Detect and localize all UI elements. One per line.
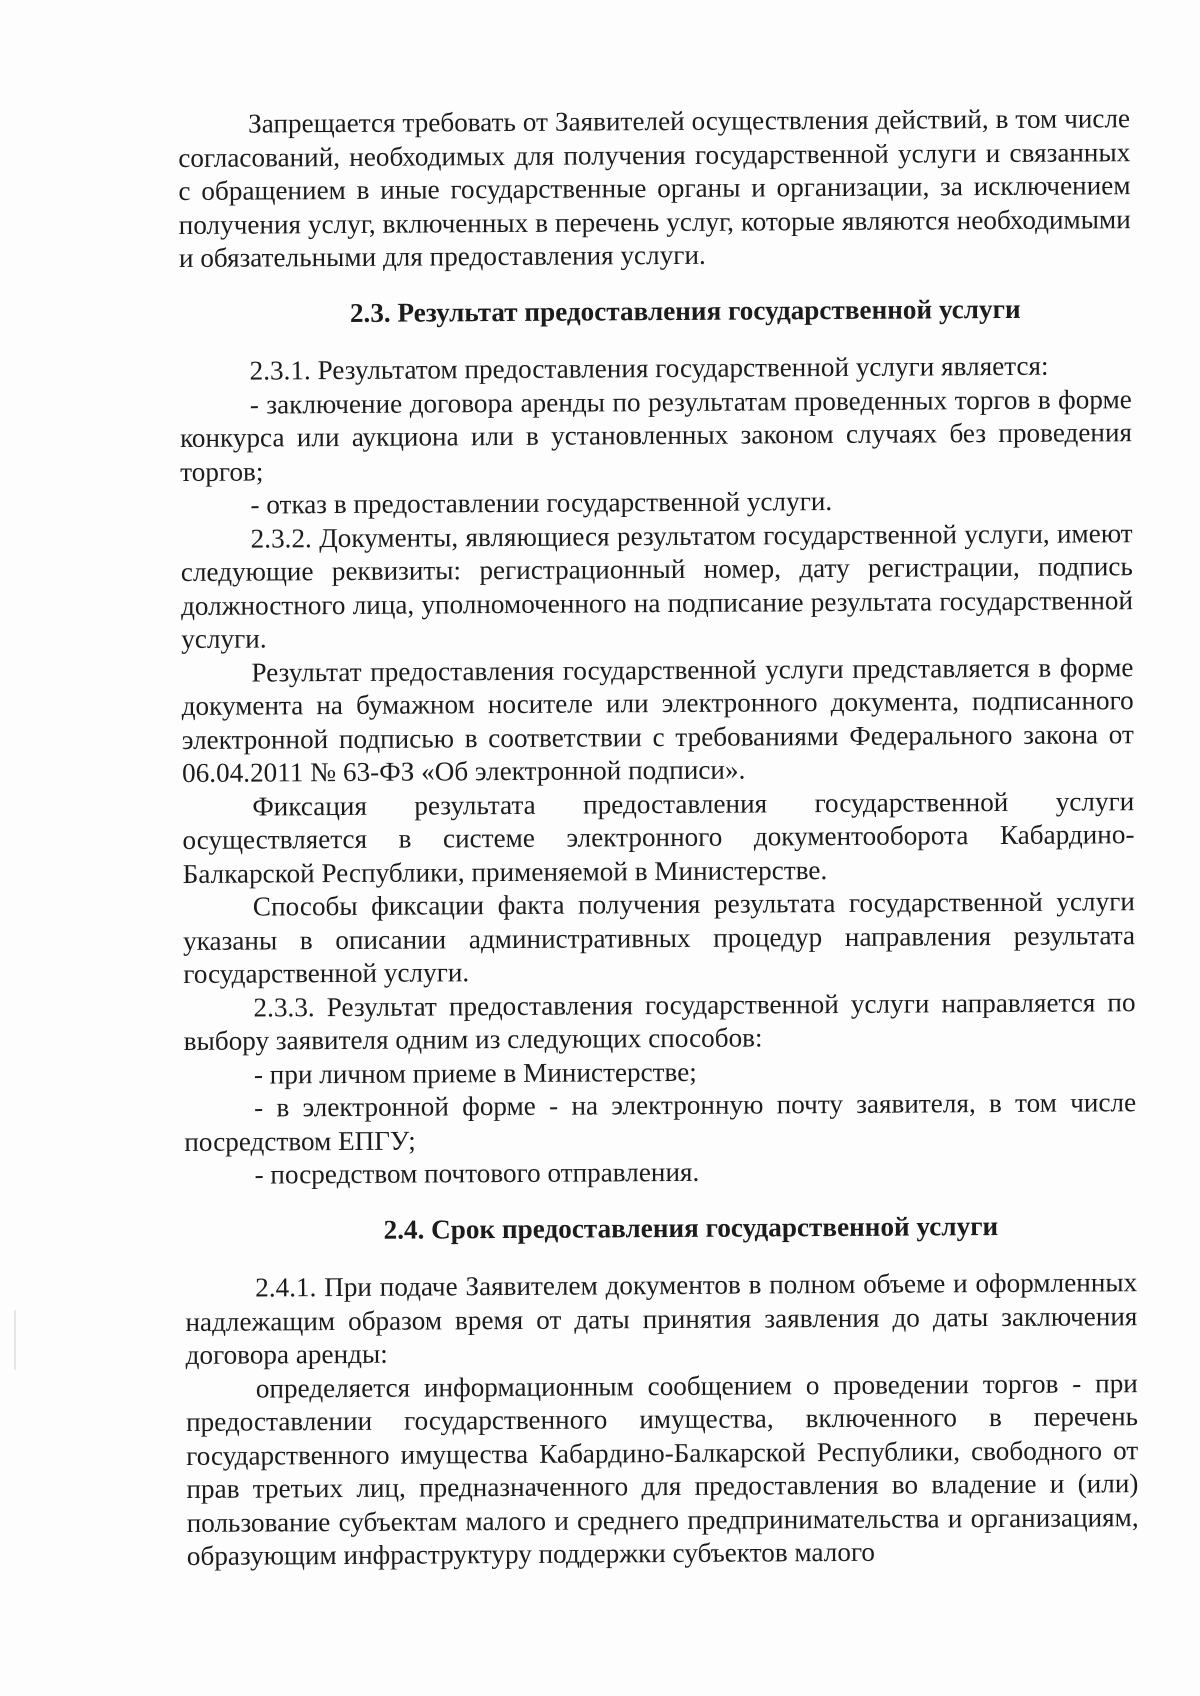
- paragraph-prohibition: Запрещается требовать от Заявителей осуществления действий, в том числе согласований, необходимых для получения государственной услуги и связанных с обращением в иные государственные органы и организации, за исключением получения услуг, включенных в перечень услуг, которые являются необходимыми и обязательными для предоставления услуги.: [178, 103, 1131, 273]
- paragraph-2-4-1: 2.4.1. При подаче Заявителем документов в полном объеме и оформленных надлежащим образом время от даты принятия заявления до даты заключения договора аренды:: [185, 1267, 1138, 1370]
- paragraph-determination: определяется информационным сообщением о проведении торгов - при предоставлении государственного имущества, включенного в перечень государственного имущества Кабардино-Балкарской Республики, свободного от прав третьих лиц, предназначенного для предоставления во владение и (или) пользование субъектам малого и среднего предпринимательства и организациям, образующим инфраструктуру поддержки субъектов малого: [185, 1367, 1139, 1571]
- paragraph-fixation-methods: Способы фиксации факта получения результата государственной услуги указаны в описании административных процедур направления результата государственной услуги.: [182, 886, 1136, 989]
- document-body: [178, 102, 1139, 1573]
- list-item-refusal: - отказ в предоставлении государственной услуги.: [250, 486, 833, 520]
- paragraph-result-fixation: Фиксация результата предоставления государственной услуги осуществляется в системе электронного документооборота Кабардино-Балкарской Республики, применяемой в Министерстве.: [182, 785, 1135, 889]
- scan-edge-mark: [14, 1310, 16, 1370]
- paragraph-2-3-2: 2.3.2. Документы, являющиеся результатом государственной услуги, имеют следующие реквизиты: регистрационный номер, дату регистрации, подпись должностного лица, уполномоченного на подписание результата государственной услуги.: [180, 517, 1134, 654]
- paragraph-2-3-3: 2.3.3. Результат предоставления государственной услуги направляется по выбору заявителя одним из следующих способов:: [183, 986, 1136, 1056]
- paragraph-2-3-1: 2.3.1. Результатом предоставления государственной услуги является:: [249, 350, 1049, 386]
- section-heading-2-4: 2.4. Срок предоставления государственной услуги: [383, 1210, 999, 1245]
- list-item-lease-contract: - заключение договора аренды по результатам проведенных торгов в форме конкурса или аукциона или в установленных законом случаях без проведения торгов;: [179, 383, 1133, 487]
- section-heading-2-3: 2.3. Результат предоставления государственной услуги: [349, 293, 1021, 328]
- paragraph-result-form: Результат предоставления государственной услуги представляется в форме документа на бумажном носителе или электронного документа, подписанного электронной подписью в соответствии с требованиями Федерального закона от 06.04.2011 № 63-ФЗ «Об электронной подписи».: [181, 651, 1134, 788]
- list-item-postal: - посредством почтового отправления.: [254, 1156, 700, 1190]
- list-item-personal-reception: - при личном приеме в Министерстве;: [253, 1056, 697, 1090]
- list-item-electronic-form: - в электронной форме - на электронную почту заявителя, в том числе посредством ЕПГУ;: [184, 1087, 1137, 1157]
